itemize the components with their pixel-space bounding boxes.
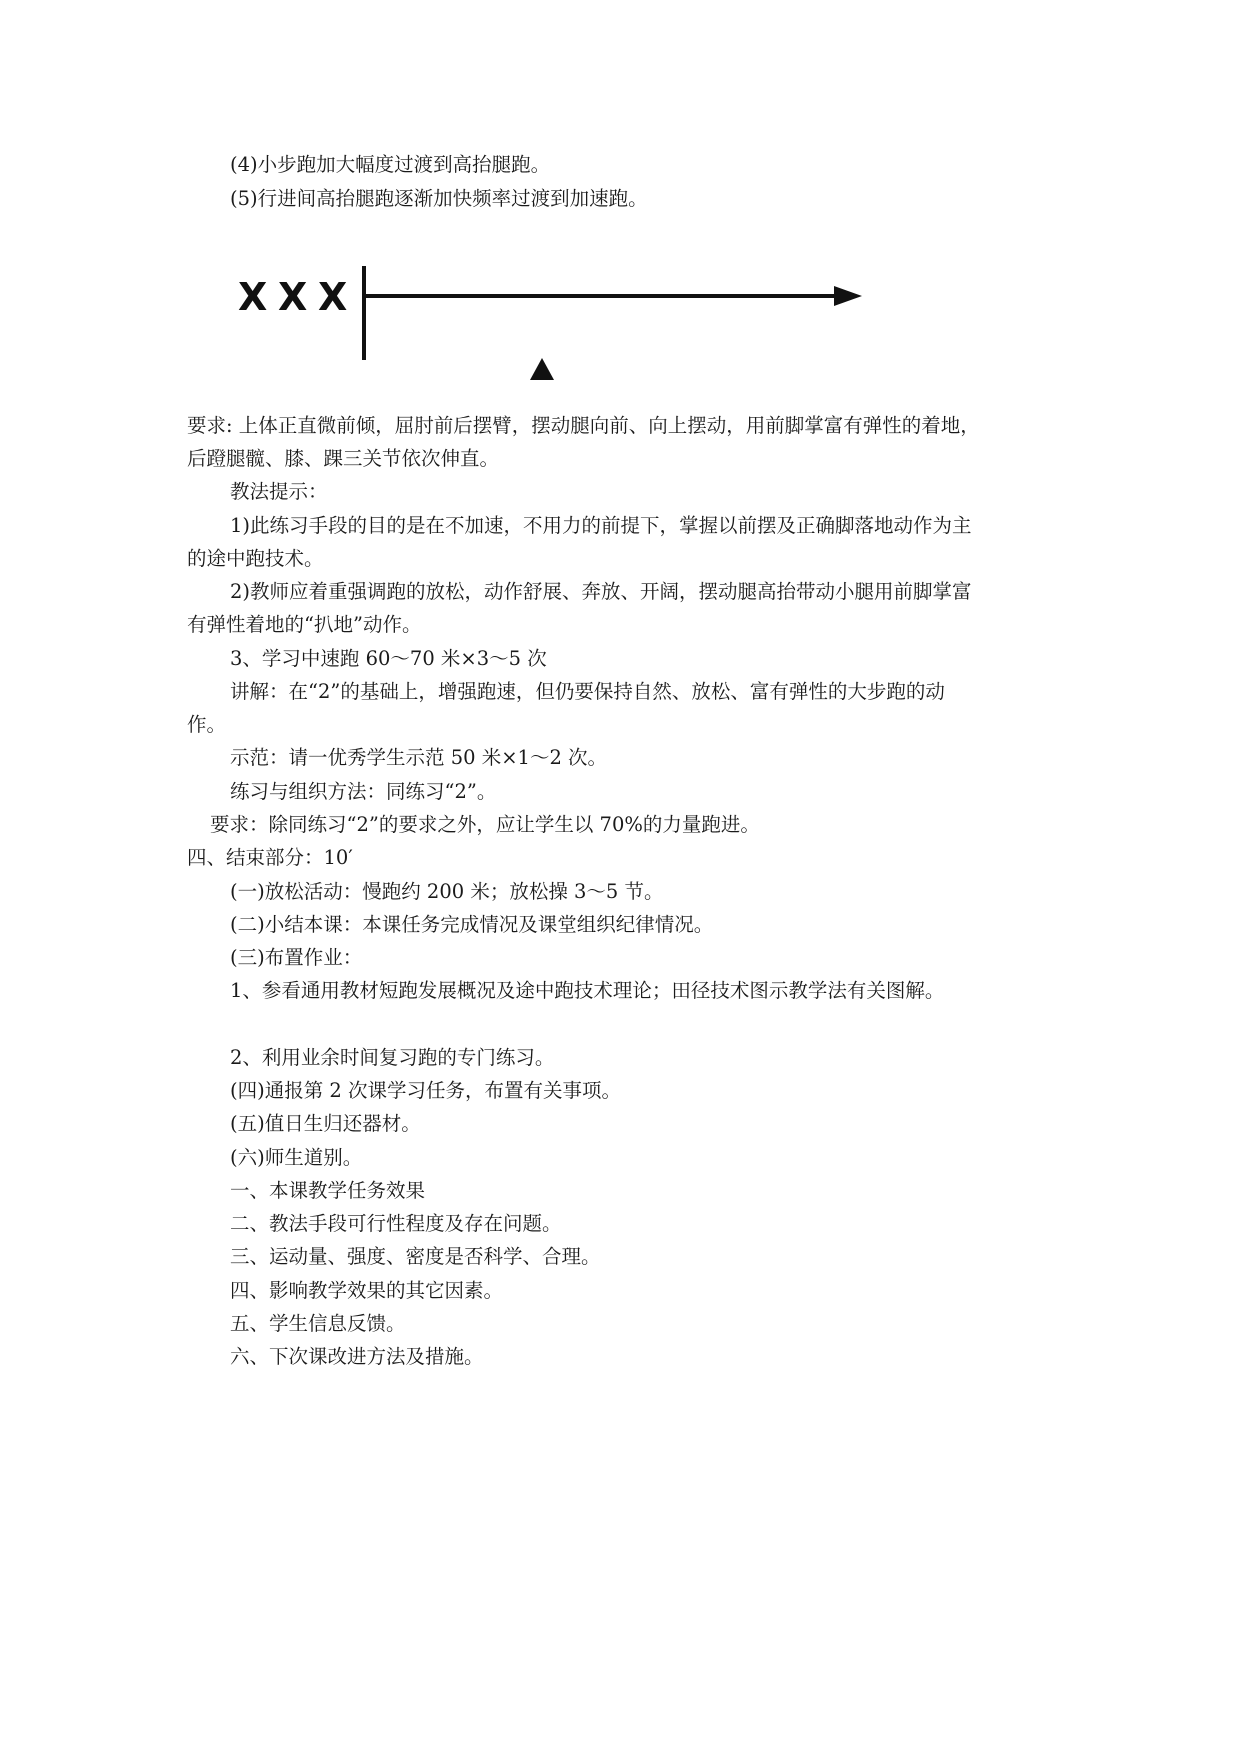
list-item: (二)小结本课：本课任务完成情况及课堂组织纪律情况。: [230, 913, 714, 936]
summary-item: 四、影响教学效果的其它因素。: [230, 1279, 504, 1302]
summary-item: 二、教法手段可行性程度及存在问题。: [230, 1212, 562, 1235]
arrow-head-icon: [834, 286, 862, 306]
summary-item: 六、下次课改进方法及措施。: [230, 1345, 484, 1368]
summary-item: 三、运动量、强度、密度是否科学、合理。: [230, 1245, 601, 1268]
section-title: 3、学习中速跑 60～70 米×3～5 次: [230, 647, 547, 670]
list-item: 2、利用业余时间复习跑的专门练习。: [230, 1046, 555, 1069]
running-drill-diagram: [230, 262, 870, 398]
section-title: 四、结束部分：10′: [187, 846, 353, 869]
list-item: (六)师生道别。: [230, 1146, 363, 1169]
student-mark: X: [238, 275, 268, 319]
explain-line: 讲解：在“2”的基础上，增强跑速，但仍要保持自然、放松、富有弹性的大步跑的动: [230, 680, 945, 703]
requirement-line: 要求: 上体正直微前倾，屈肘前后摆臂，摆动腿向前、向上摆动，用前脚掌富有弹性的着地，: [187, 414, 980, 437]
tip-line: 2)教师应着重强调跑的放松，动作舒展、奔放、开阔，摆动腿高抬带动小腿用前脚掌富: [230, 580, 972, 603]
list-item: (五)值日生归还器材。: [230, 1112, 421, 1135]
cone-marker-icon: [530, 358, 554, 380]
requirement-line: 后蹬腿髋、膝、踝三关节依次伸直。: [187, 447, 500, 470]
text-line: (4)小步跑加大幅度过渡到高抬腿跑。: [230, 153, 551, 176]
tips-heading: 教法提示：: [230, 480, 328, 503]
text-line: (5)行进间高抬腿跑逐渐加快频率过渡到加速跑。: [230, 187, 648, 210]
tip-line: 有弹性着地的“扒地”动作。: [187, 613, 422, 636]
summary-item: 五、学生信息反馈。: [230, 1312, 406, 1335]
summary-item: 一、本课教学任务效果: [230, 1179, 426, 1202]
tip-line: 的途中跑技术。: [187, 547, 324, 570]
requirement-line: 要求：除同练习“2”的要求之外，应让学生以 70%的力量跑进。: [210, 813, 760, 836]
tip-line: 1)此练习手段的目的是在不加速，不用力的前提下，掌握以前摆及正确脚落地动作为主: [230, 514, 972, 537]
demo-line: 示范：请一优秀学生示范 50 米×1～2 次。: [230, 746, 608, 769]
student-mark: X: [278, 275, 308, 319]
list-item: (一)放松活动：慢跑约 200 米；放松操 3～5 节。: [230, 880, 664, 903]
student-mark: X: [318, 275, 348, 319]
method-line: 练习与组织方法：同练习“2”。: [230, 780, 497, 803]
list-item: (三)布置作业：: [230, 946, 363, 969]
explain-line: 作。: [187, 713, 227, 736]
list-item: (四)通报第 2 次课学习任务，布置有关事项。: [230, 1079, 622, 1102]
list-item: 1、参看通用教材短跑发展概况及途中跑技术理论；田径技术图示教学法有关图解。: [230, 979, 945, 1002]
